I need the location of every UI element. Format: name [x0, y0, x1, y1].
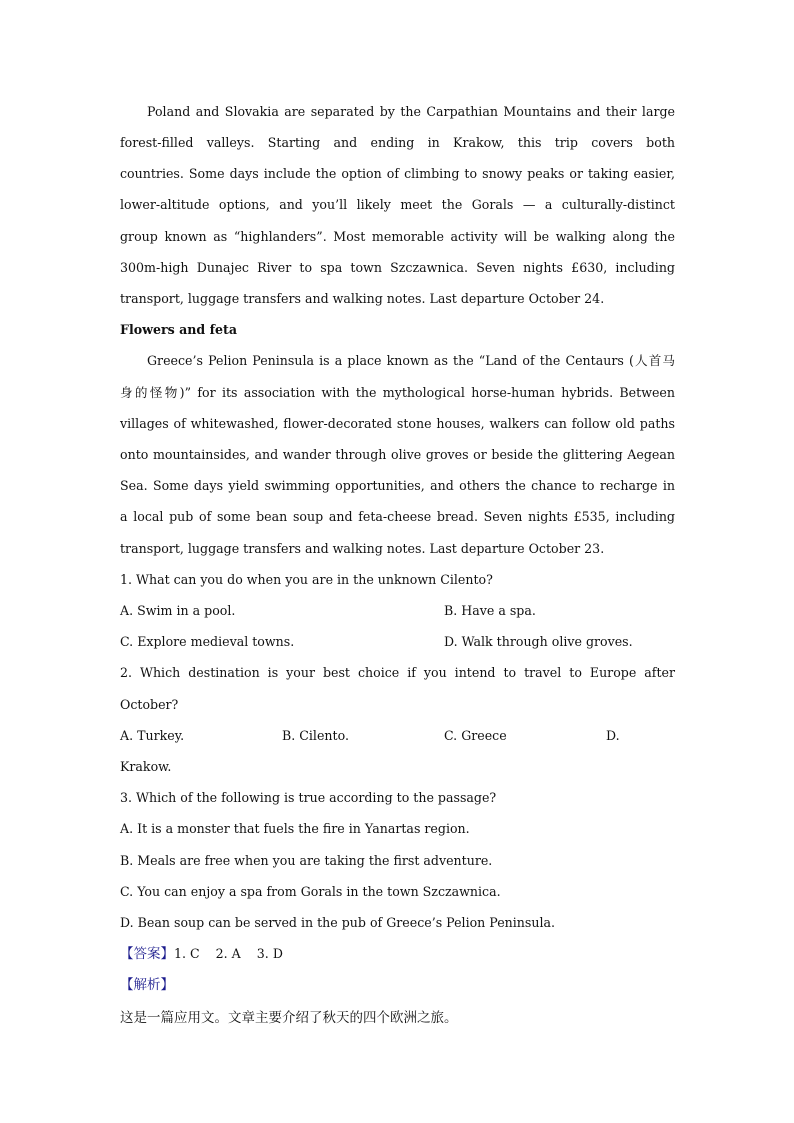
text-line: Sea. Some days yield swimming opportunities, and others the chance to recharge in — [120, 478, 675, 493]
answer-text: 1. C 2. A 3. D — [174, 946, 283, 961]
section-heading: Flowers and feta — [120, 322, 238, 337]
text-line: Greece’s Pelion Peninsula is a place known as the “Land of the Centaurs (人首马 — [147, 353, 675, 368]
analysis-text: 这是一篇应用文。文章主要介绍了秋天的四个欧洲之旅。 — [120, 1010, 458, 1026]
option-c: C. Greece — [444, 728, 507, 743]
option-b: B. Meals are free when you are taking the first adventure. — [120, 853, 493, 868]
answer-label: 【答案】 — [120, 946, 174, 962]
text-line: transport, luggage transfers and walking notes. Last departure October 24. — [120, 291, 605, 306]
text-line: group known as “highlanders”. Most memorable activity will be walking along the — [120, 229, 675, 244]
option-d-cont: Krakow. — [120, 759, 172, 774]
option-b: B. Cilento. — [282, 728, 349, 743]
analysis-label: 【解析】 — [120, 977, 174, 993]
option-a: A. Swim in a pool. — [120, 603, 236, 618]
text-line: 300m-high Dunajec River to spa town Szczawnica. Seven nights £630, including — [120, 260, 675, 275]
question-stem: 1. What can you do when you are in the unknown Cilento? — [120, 572, 493, 587]
text-line: lower-altitude options, and you’ll likely meet the Gorals — a culturally-distinct — [120, 197, 675, 212]
option-d: D. Bean soup can be served in the pub of Greece’s Pelion Peninsula. — [120, 915, 556, 930]
text-line: countries. Some days include the option of climbing to snowy peaks or taking easier, — [120, 166, 675, 181]
option-b: B. Have a spa. — [444, 603, 536, 618]
option-a: A. Turkey. — [120, 728, 185, 743]
option-c: C. Explore medieval towns. — [120, 634, 295, 649]
text-line: villages of whitewashed, flower-decorated stone houses, walkers can follow old paths — [120, 416, 675, 431]
option-a: A. It is a monster that fuels the fire in Yanartas region. — [120, 821, 470, 836]
text-line: 身的怪物)” for its association with the mythological horse-human hybrids. Between — [120, 385, 675, 400]
text-line: forest-filled valleys. Starting and ending in Krakow, this trip covers both — [120, 135, 675, 150]
text-line: a local pub of some bean soup and feta-cheese bread. Seven nights £535, including — [120, 509, 675, 524]
option-d: D. — [606, 728, 620, 743]
text-line: transport, luggage transfers and walking notes. Last departure October 23. — [120, 541, 605, 556]
question-stem-cont: October? — [120, 697, 179, 712]
option-c: C. You can enjoy a spa from Gorals in the town Szczawnica. — [120, 884, 501, 899]
question-stem: 2. Which destination is your best choice if you intend to travel to Europe after — [120, 665, 675, 680]
text-line: onto mountainsides, and wander through olive groves or beside the glittering Aegean — [120, 447, 675, 462]
option-d: D. Walk through olive groves. — [444, 634, 633, 649]
text-line: Poland and Slovakia are separated by the Carpathian Mountains and their large — [147, 104, 675, 119]
question-stem: 3. Which of the following is true according to the passage? — [120, 790, 497, 805]
answer-line — [120, 944, 283, 964]
